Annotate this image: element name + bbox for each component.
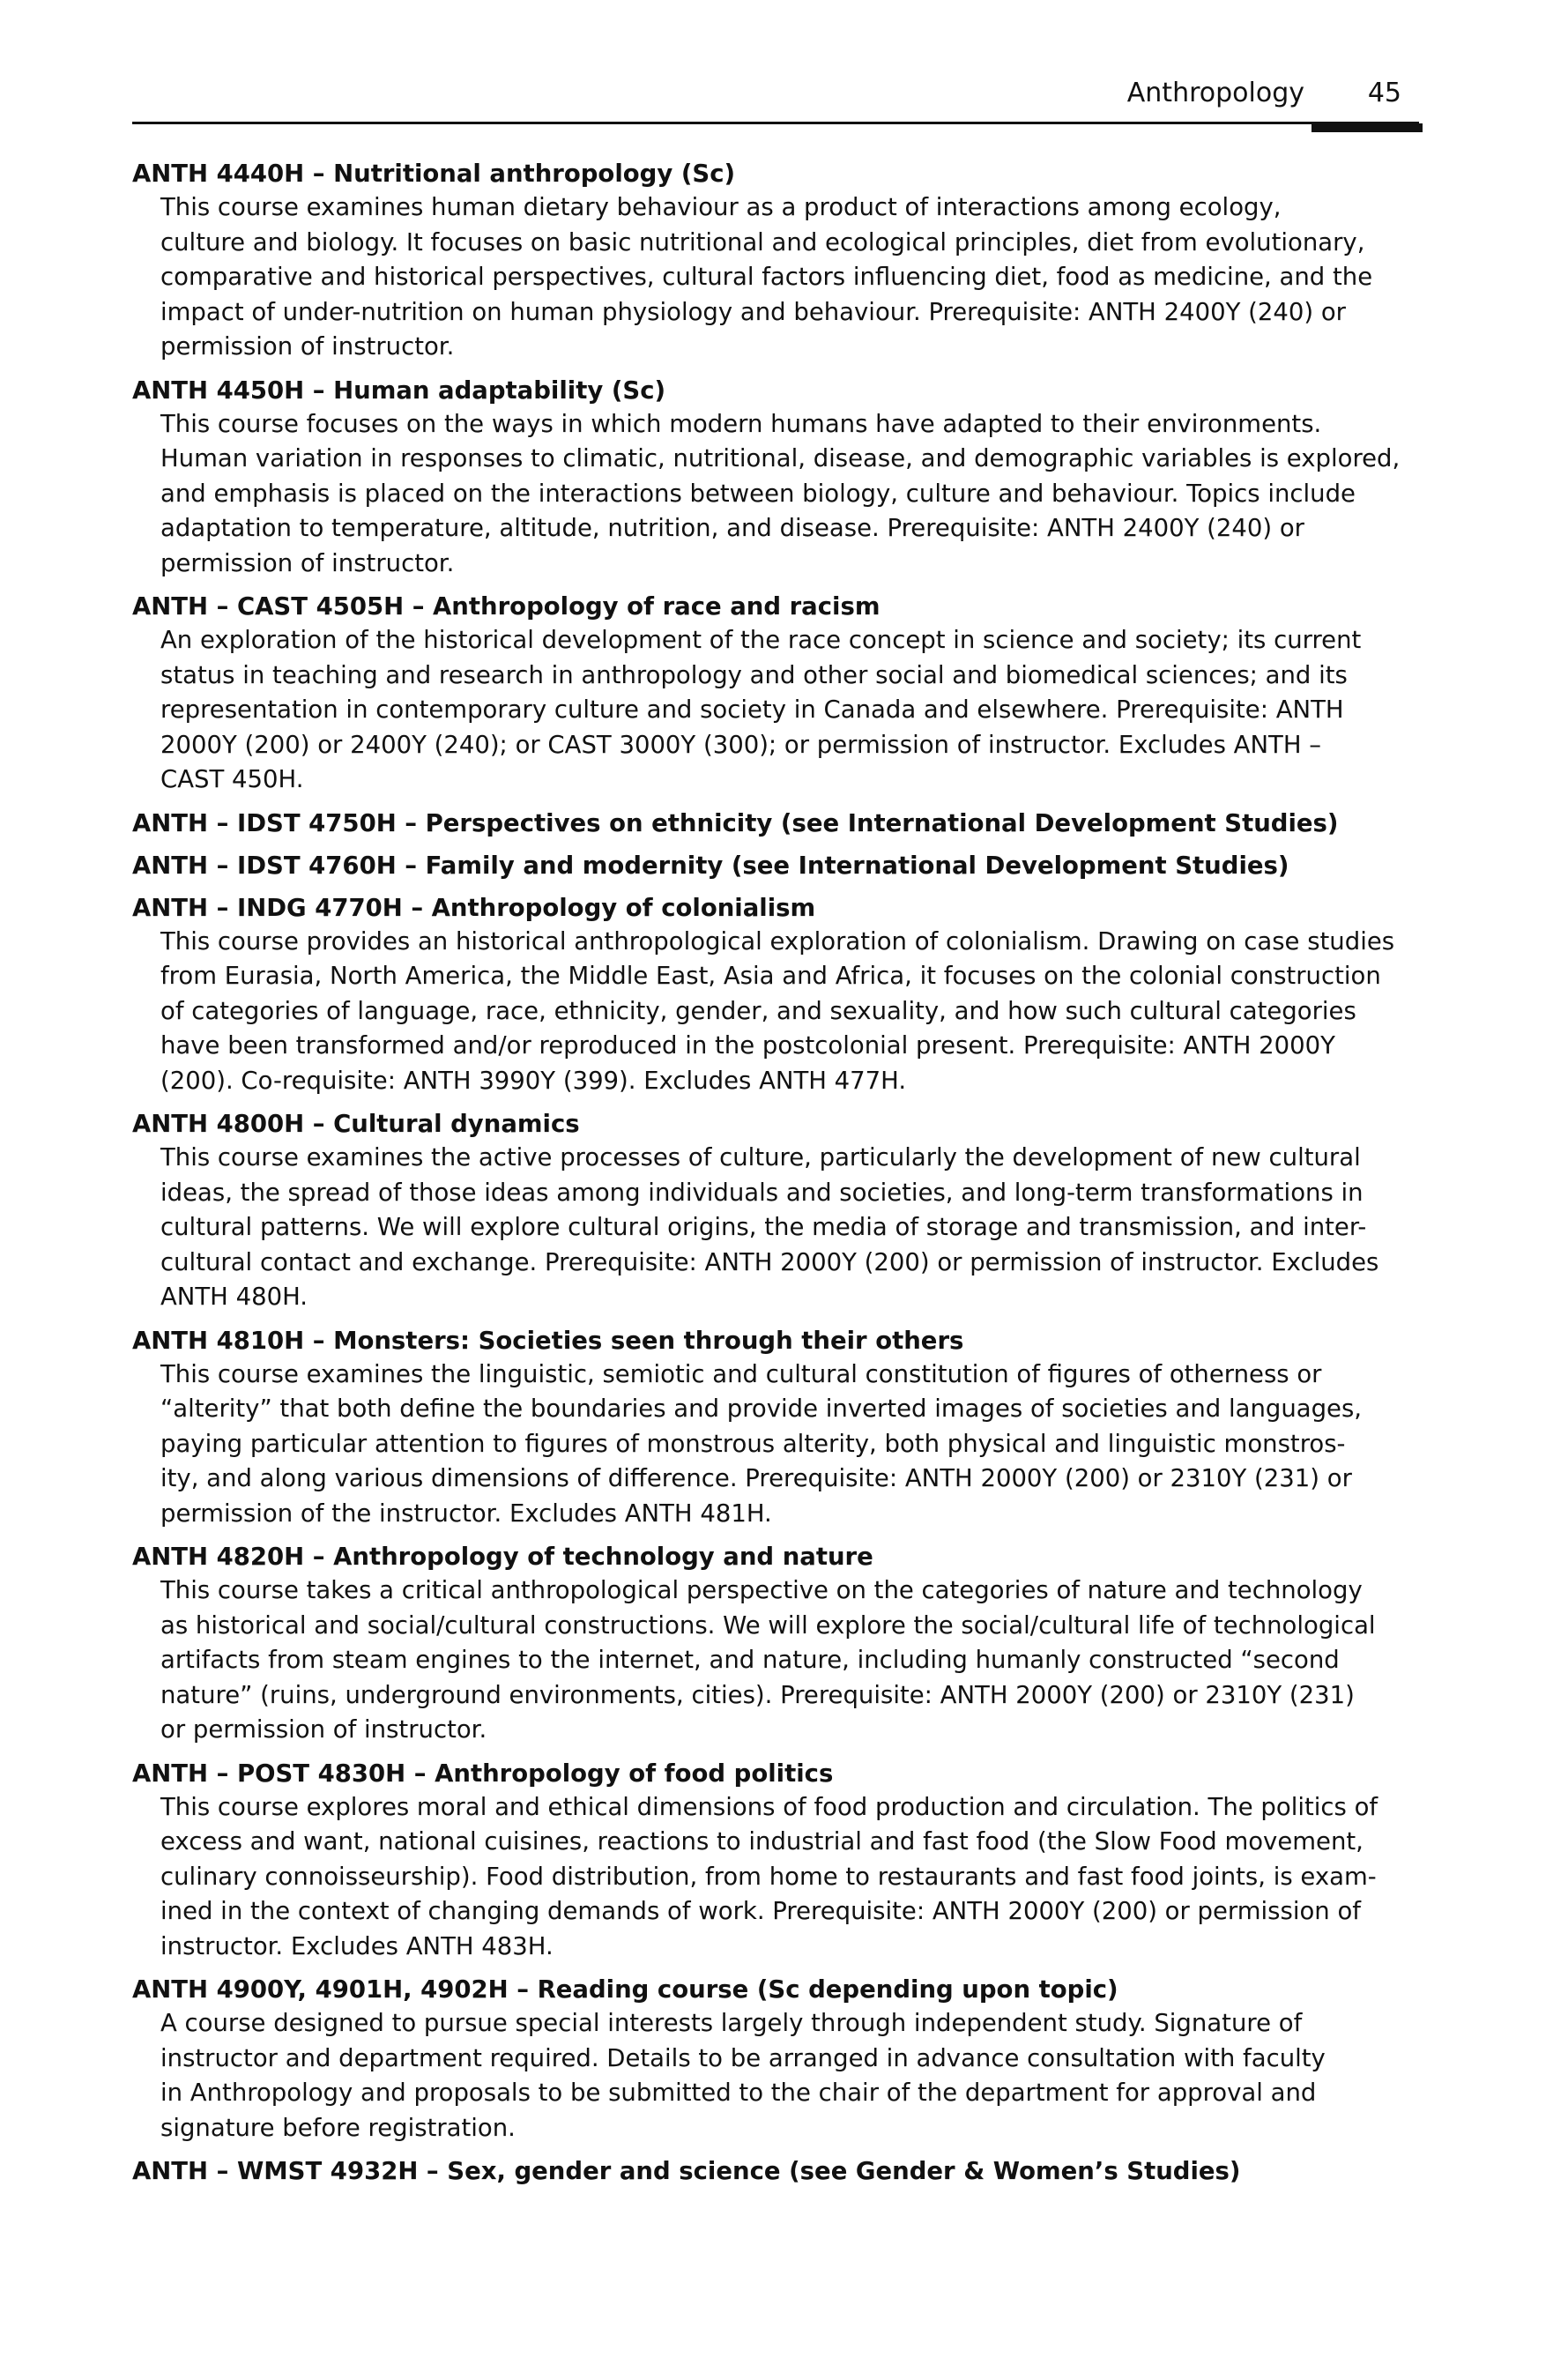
description-line: have been transformed and/or reproduced in the postcolonial present. Prerequisite: ANTH 2000Y — [160, 1031, 1335, 1060]
course-title: ANTH 4440H – Nutritional anthropology (Sc) — [132, 160, 736, 188]
course-description — [160, 623, 1428, 798]
course-description — [160, 1141, 1428, 1315]
course-entry — [132, 590, 1428, 798]
description-line: as historical and social/cultural constructions. We will explore the social/cultural life of technological — [160, 1610, 1376, 1640]
description-line: adaptation to temperature, altitude, nutrition, and disease. Prerequisite: ANTH 2400Y (240) or — [160, 514, 1304, 542]
course-entry — [132, 1540, 1428, 1748]
course-title: ANTH 4900Y, 4901H, 4902H – Reading course (Sc depending upon topic) — [132, 1975, 1118, 2004]
description-line: This course examines the active processes of culture, particularly the development of new cultural — [160, 1143, 1361, 1171]
description-line: impact of under-nutrition on human physiology and behaviour. Prerequisite: ANTH 2400Y (240) or — [160, 297, 1346, 326]
course-entry — [132, 1324, 1428, 1532]
course-title: ANTH 4450H – Human adaptability (Sc) — [132, 376, 666, 405]
description-line: from Eurasia, North America, the Middle East, Asia and Africa, it focuses on the colonial construction — [160, 962, 1381, 990]
description-line: This course examines human dietary behaviour as a product of interactions among ecology, — [160, 193, 1282, 221]
description-line: permission of instructor. — [160, 332, 455, 361]
course-entry — [132, 374, 1428, 582]
page-number: 45 — [1367, 78, 1401, 108]
course-description — [160, 2006, 1428, 2146]
course-entry — [132, 849, 1428, 882]
description-line: ined in the context of changing demands of work. Prerequisite: ANTH 2000Y (200) or permission of — [160, 1897, 1361, 1925]
description-line: ity, and along various dimensions of difference. Prerequisite: ANTH 2000Y (200) or 2310Y (231) or — [160, 1464, 1352, 1492]
course-description — [160, 925, 1428, 1099]
course-entry — [132, 2154, 1428, 2188]
description-line: in Anthropology and proposals to be submitted to the chair of the department for approval and — [160, 2079, 1317, 2107]
course-entry — [132, 1107, 1428, 1315]
description-line: status in teaching and research in anthropology and other social and biomedical sciences; and its — [160, 660, 1348, 689]
description-line: (200). Co-requisite: ANTH 3990Y (399). Excludes ANTH 477H. — [160, 1066, 907, 1095]
description-line: instructor and department required. Details to be arranged in advance consultation with faculty — [160, 2043, 1326, 2072]
description-line: 2000Y (200) or 2400Y (240); or CAST 3000Y (300); or permission of instructor. Excludes ANTH – — [160, 730, 1322, 759]
description-line: signature before registration. — [160, 2113, 516, 2142]
course-entry — [132, 157, 1428, 365]
course-title: ANTH – IDST 4760H – Family and modernity (see International Development Studies) — [132, 851, 1289, 880]
description-line: Human variation in responses to climatic, nutritional, disease, and demographic variables is explored, — [160, 444, 1401, 472]
course-title: ANTH – POST 4830H – Anthropology of food politics — [132, 1759, 834, 1788]
page-tab-marker — [1312, 123, 1423, 132]
description-line: This course provides an historical anthropological exploration of colonialism. Drawing on case studies — [160, 926, 1395, 956]
description-line: of categories of language, race, ethnicity, gender, and sexuality, and how such cultural categories — [160, 996, 1356, 1025]
description-line: This course takes a critical anthropological perspective on the categories of nature and technology — [160, 1576, 1363, 1604]
description-line: An exploration of the historical development of the race concept in science and society; its current — [160, 626, 1362, 654]
course-description — [160, 1573, 1428, 1748]
description-line: permission of the instructor. Excludes ANTH 481H. — [160, 1499, 772, 1528]
course-entry — [132, 891, 1428, 1099]
course-description — [160, 1357, 1428, 1532]
description-line: “alterity” that both define the boundaries and provide inverted images of societies and languages, — [160, 1395, 1363, 1423]
description-line: A course designed to pursue special interests largely through independent study. Signature of — [160, 2009, 1303, 2037]
course-title: ANTH 4820H – Anthropology of technology and nature — [132, 1543, 873, 1571]
description-line: or permission of instructor. — [160, 1715, 487, 1744]
description-line: CAST 450H. — [160, 765, 304, 793]
description-line: and emphasis is placed on the interactions between biology, culture and behaviour. Topics include — [160, 479, 1356, 508]
description-line: excess and want, national cuisines, reactions to industrial and fast food (the Slow Food movement, — [160, 1827, 1364, 1856]
course-title: ANTH – WMST 4932H – Sex, gender and science (see Gender & Women’s Studies) — [132, 2157, 1241, 2185]
section-title: Anthropology — [1126, 78, 1304, 108]
course-description — [160, 1790, 1428, 1965]
course-list — [132, 157, 1428, 2197]
description-line: cultural contact and exchange. Prerequisite: ANTH 2000Y (200) or permission of instructor. Excludes — [160, 1247, 1379, 1276]
course-title: ANTH – IDST 4750H – Perspectives on ethnicity (see International Development Studies) — [132, 808, 1339, 837]
description-line: culture and biology. It focuses on basic nutritional and ecological principles, diet from evolutionary, — [160, 227, 1365, 257]
description-line: culinary connoisseurship). Food distribution, from home to restaurants and fast food joints, is exam- — [160, 1862, 1377, 1891]
description-line: representation in contemporary culture and society in Canada and elsewhere. Prerequisite: ANTH — [160, 695, 1344, 724]
course-title: ANTH 4810H – Monsters: Societies seen through their others — [132, 1326, 964, 1355]
description-line: nature” (ruins, underground environments, cities). Prerequisite: ANTH 2000Y (200) or 2310Y (231) — [160, 1680, 1355, 1709]
course-title: ANTH – INDG 4770H – Anthropology of colonialism — [132, 893, 816, 922]
description-line: artifacts from steam engines to the internet, and nature, including humanly constructed “second — [160, 1646, 1340, 1674]
course-entry — [132, 1757, 1428, 1965]
description-line: paying particular attention to figures of monstrous alterity, both physical and linguistic monstros- — [160, 1429, 1346, 1458]
course-title: ANTH – CAST 4505H – Anthropology of race and racism — [132, 592, 881, 621]
description-line: cultural patterns. We will explore cultural origins, the media of storage and transmission, and inter- — [160, 1213, 1367, 1241]
course-description — [160, 190, 1428, 365]
course-description — [160, 407, 1428, 582]
course-entry — [132, 1973, 1428, 2146]
description-line: ideas, the spread of those ideas among individuals and societies, and long-term transformations in — [160, 1178, 1364, 1207]
description-line: instructor. Excludes ANTH 483H. — [160, 1931, 554, 1960]
course-entry — [132, 807, 1428, 840]
description-line: ANTH 480H. — [160, 1283, 308, 1311]
description-line: comparative and historical perspectives, cultural factors influencing diet, food as medicine, and the — [160, 263, 1373, 291]
description-line: This course explores moral and ethical dimensions of food production and circulation. The politics of — [160, 1792, 1378, 1821]
description-line: This course examines the linguistic, semiotic and cultural constitution of figures of otherness or — [160, 1359, 1322, 1388]
running-head — [132, 78, 1419, 124]
description-line: This course focuses on the ways in which modern humans have adapted to their environments. — [160, 409, 1322, 438]
description-line: permission of instructor. — [160, 548, 455, 577]
course-title: ANTH 4800H – Cultural dynamics — [132, 1110, 580, 1138]
